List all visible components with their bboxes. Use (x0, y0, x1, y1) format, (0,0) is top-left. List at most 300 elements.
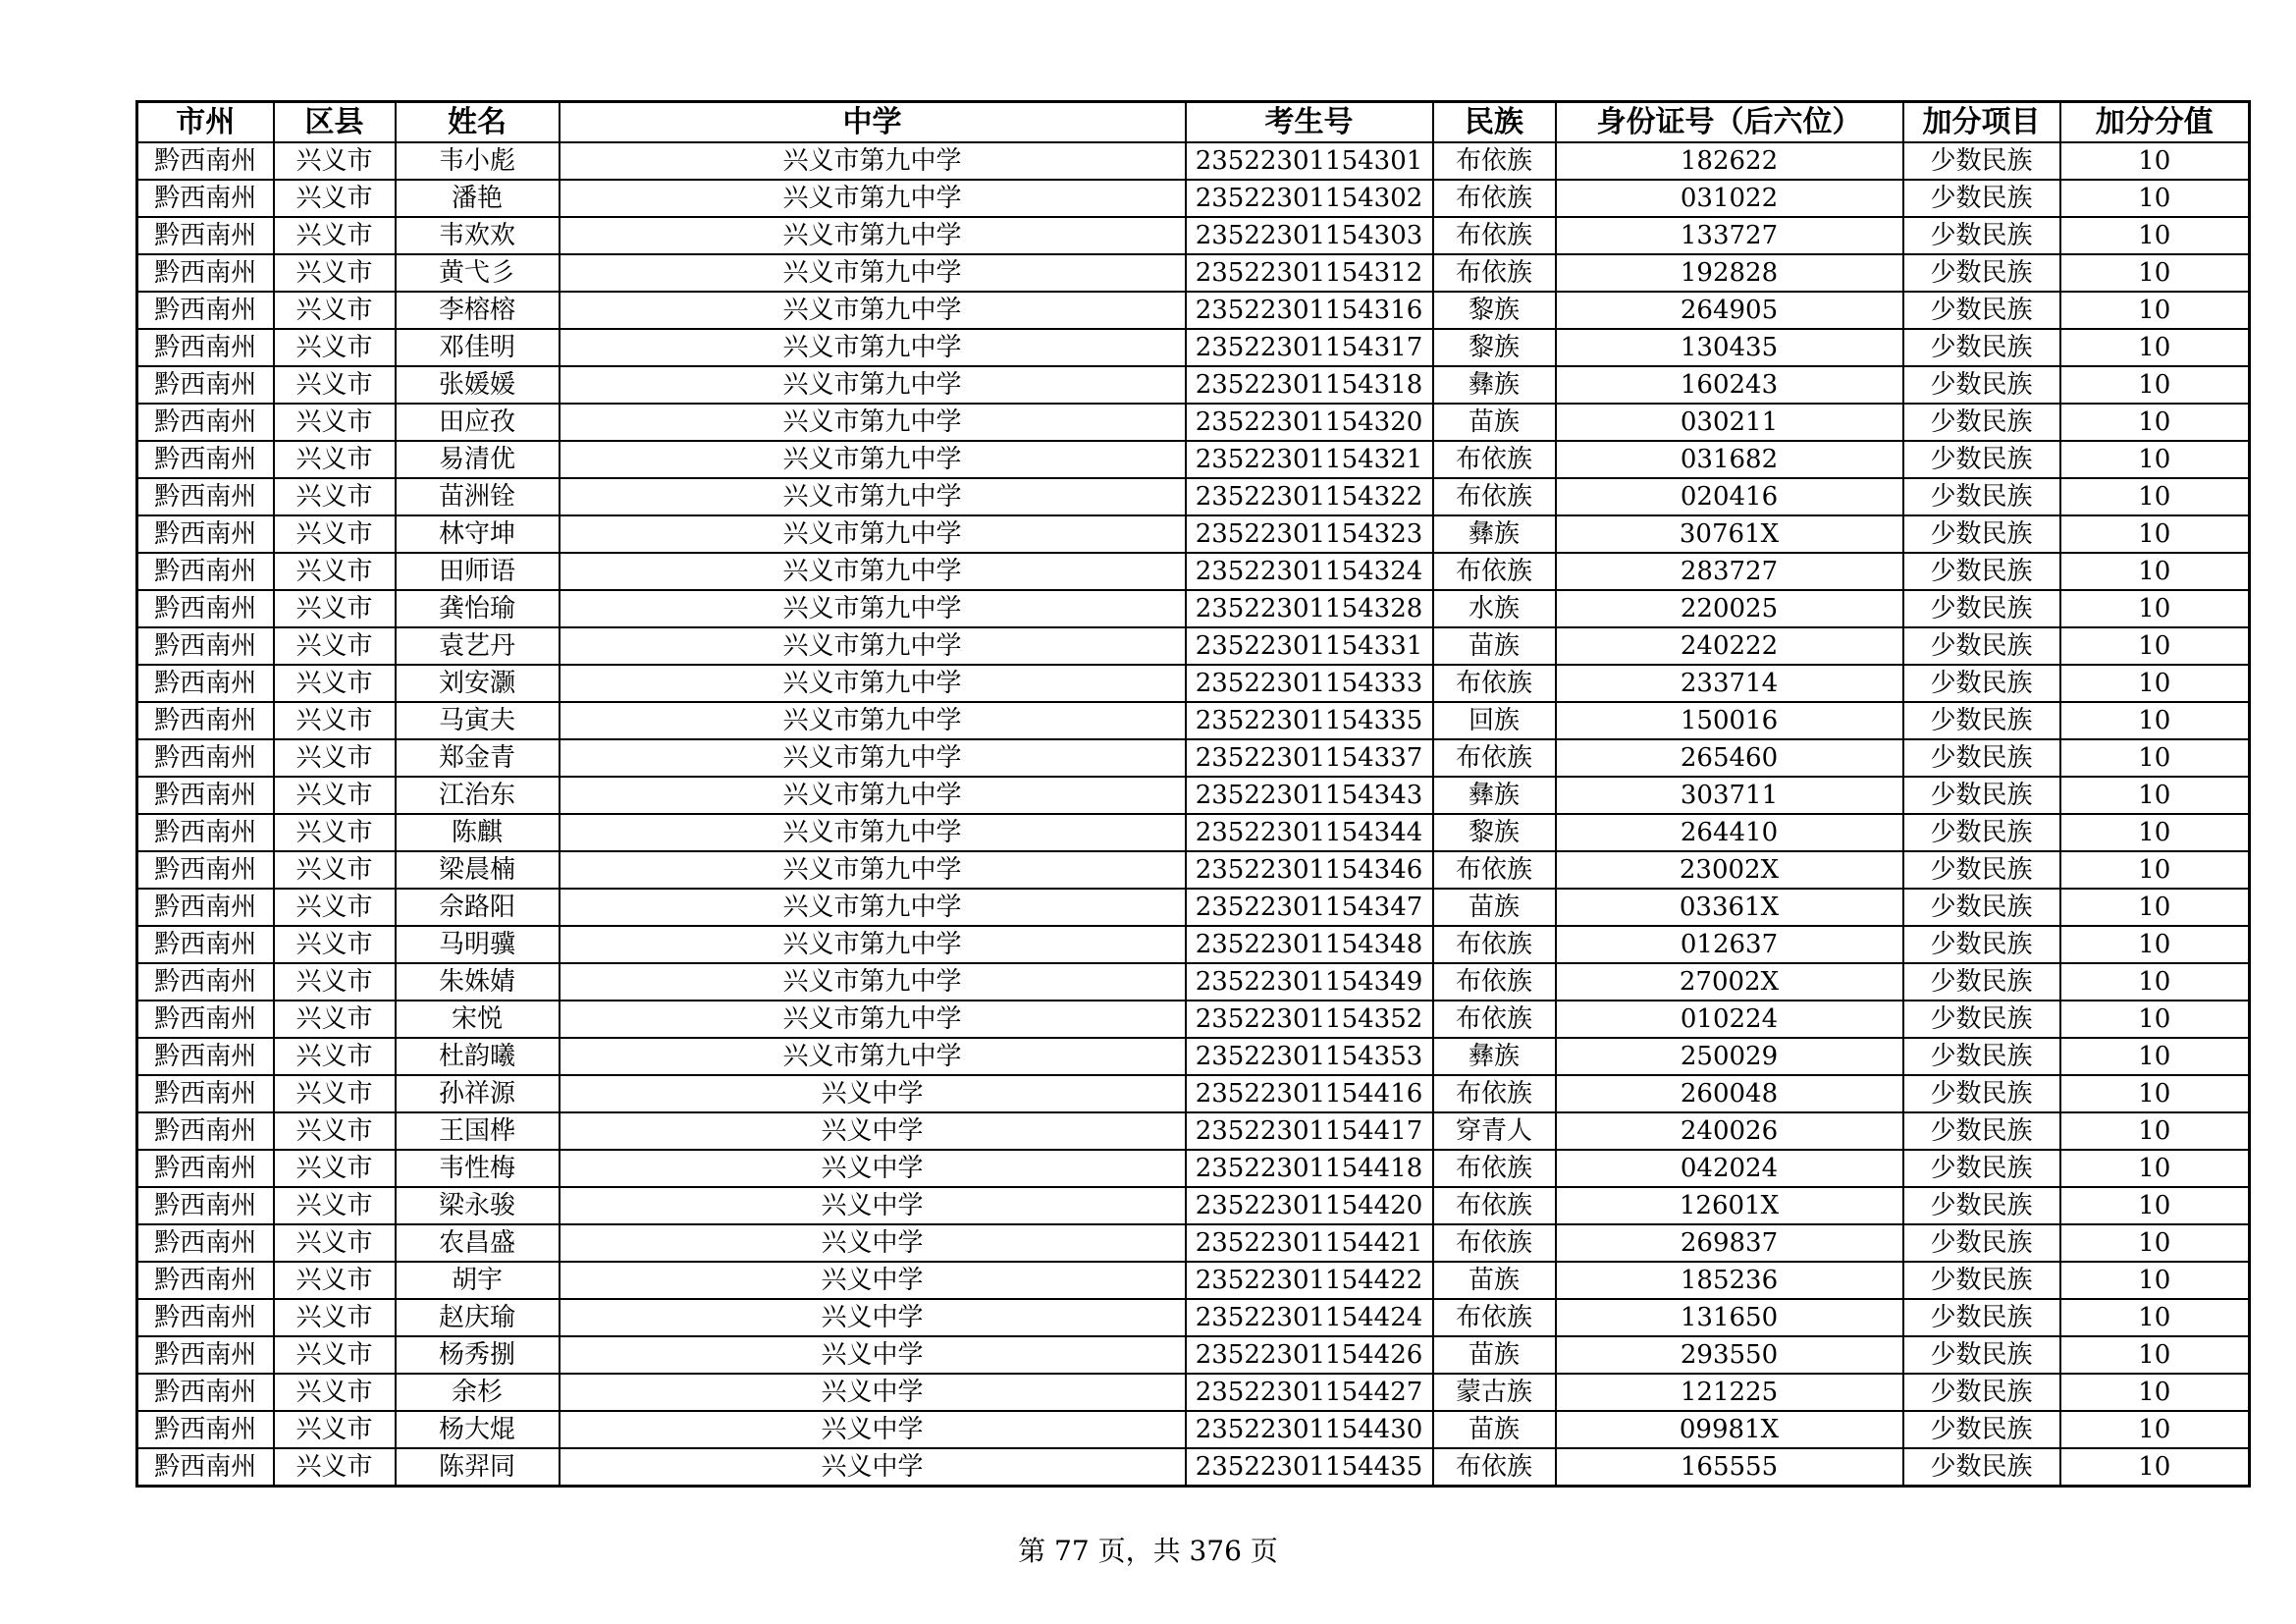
col-city-cell: 黔西南州 (137, 1448, 274, 1487)
col-name-cell: 易清优 (396, 441, 560, 478)
col-county-cell: 兴义市 (274, 1150, 396, 1187)
col-school-cell: 兴义市第九中学 (560, 515, 1186, 553)
table-row (137, 1448, 2250, 1487)
col-bonus-item-cell: 少数民族 (1903, 292, 2060, 329)
col-bonus-value-cell: 10 (2060, 1150, 2250, 1187)
col-ethnicity-cell: 苗族 (1433, 404, 1556, 441)
table-row (137, 590, 2250, 627)
col-bonus-value-cell: 10 (2060, 1001, 2250, 1038)
col-exam-number-cell: 23522301154335 (1186, 702, 1433, 739)
col-ethnicity-cell: 布依族 (1433, 142, 1556, 180)
col-school-cell: 兴义中学 (560, 1374, 1186, 1411)
col-exam-number-cell: 23522301154323 (1186, 515, 1433, 553)
col-county-cell: 兴义市 (274, 1411, 396, 1448)
col-name-cell: 龚怡瑜 (396, 590, 560, 627)
col-school-cell: 兴义中学 (560, 1299, 1186, 1336)
col-bonus-value-cell: 10 (2060, 329, 2250, 366)
col-city-cell: 黔西南州 (137, 590, 274, 627)
col-bonus-value-cell: 10 (2060, 1112, 2250, 1150)
col-county-cell: 兴义市 (274, 441, 396, 478)
col-exam-number-cell: 23522301154435 (1186, 1448, 1433, 1487)
col-id-suffix-cell: 012637 (1556, 926, 1903, 963)
col-bonus-value-cell: 10 (2060, 1187, 2250, 1224)
col-bonus-item-cell: 少数民族 (1903, 329, 2060, 366)
col-id-suffix-cell: 150016 (1556, 702, 1903, 739)
col-exam-number-cell: 23522301154430 (1186, 1411, 1433, 1448)
col-exam-number-cell: 23522301154328 (1186, 590, 1433, 627)
col-id-suffix-cell: 240026 (1556, 1112, 1903, 1150)
col-city-cell: 黔西南州 (137, 441, 274, 478)
col-school-cell: 兴义中学 (560, 1411, 1186, 1448)
col-school-cell: 兴义市第九中学 (560, 926, 1186, 963)
col-ethnicity-cell: 彝族 (1433, 1038, 1556, 1075)
col-ethnicity-cell: 布依族 (1433, 926, 1556, 963)
col-id-suffix-cell: 12601X (1556, 1187, 1903, 1224)
col-exam-number-cell: 23522301154348 (1186, 926, 1433, 963)
col-ethnicity-cell: 布依族 (1433, 1224, 1556, 1262)
col-ethnicity-cell: 蒙古族 (1433, 1374, 1556, 1411)
col-city-cell: 黔西南州 (137, 1001, 274, 1038)
col-exam-number-cell: 23522301154320 (1186, 404, 1433, 441)
table-row (137, 665, 2250, 702)
table-row (137, 1038, 2250, 1075)
col-exam-number-cell: 23522301154318 (1186, 366, 1433, 404)
col-bonus-value-cell: 10 (2060, 1411, 2250, 1448)
col-bonus-item-cell: 少数民族 (1903, 254, 2060, 292)
table-row (137, 777, 2250, 814)
col-city-cell: 黔西南州 (137, 889, 274, 926)
col-bonus-value-cell: 10 (2060, 702, 2250, 739)
col-bonus-item-cell: 少数民族 (1903, 1299, 2060, 1336)
col-exam-number-cell: 23522301154353 (1186, 1038, 1433, 1075)
col-bonus-item-cell: 少数民族 (1903, 665, 2060, 702)
col-name-cell: 王国桦 (396, 1112, 560, 1150)
col-school-cell: 兴义市第九中学 (560, 1038, 1186, 1075)
col-exam-number-cell: 23522301154301 (1186, 142, 1433, 180)
col-id-suffix-cell: 031022 (1556, 180, 1903, 217)
col-id-suffix-cell: 09981X (1556, 1411, 1903, 1448)
col-city-cell: 黔西南州 (137, 1411, 274, 1448)
table-row (137, 739, 2250, 777)
col-school-cell: 兴义市第九中学 (560, 254, 1186, 292)
col-city-cell: 黔西南州 (137, 217, 274, 254)
col-bonus-item-cell: 少数民族 (1903, 217, 2060, 254)
table-row (137, 515, 2250, 553)
col-id-suffix-cell: 030211 (1556, 404, 1903, 441)
col-name-cell: 杨秀捌 (396, 1336, 560, 1374)
col-bonus-item-cell: 少数民族 (1903, 478, 2060, 515)
col-exam-number-cell: 23522301154324 (1186, 553, 1433, 590)
col-exam-number-cell: 23522301154346 (1186, 851, 1433, 889)
col-county-cell: 兴义市 (274, 926, 396, 963)
col-city-cell: 黔西南州 (137, 1299, 274, 1336)
col-county-cell: 兴义市 (274, 1038, 396, 1075)
col-name-cell: 李榕榕 (396, 292, 560, 329)
col-bonus-value-cell: 10 (2060, 1224, 2250, 1262)
col-ethnicity-cell: 苗族 (1433, 627, 1556, 665)
col-county-cell: 兴义市 (274, 329, 396, 366)
col-county-cell: 兴义市 (274, 1262, 396, 1299)
col-bonus-value-cell: 10 (2060, 590, 2250, 627)
col-county-cell: 兴义市 (274, 665, 396, 702)
col-bonus-item-cell: 少数民族 (1903, 739, 2060, 777)
col-bonus-value-cell: 10 (2060, 142, 2250, 180)
col-exam-number-cell: 23522301154352 (1186, 1001, 1433, 1038)
col-bonus-value-cell: 10 (2060, 553, 2250, 590)
col-bonus-item-cell: 少数民族 (1903, 590, 2060, 627)
col-county-cell: 兴义市 (274, 702, 396, 739)
table-row (137, 627, 2250, 665)
col-ethnicity-cell: 布依族 (1433, 1187, 1556, 1224)
col-ethnicity-cell: 彝族 (1433, 366, 1556, 404)
col-ethnicity-cell: 彝族 (1433, 515, 1556, 553)
col-exam-number-cell: 23522301154422 (1186, 1262, 1433, 1299)
col-county-cell: 兴义市 (274, 1336, 396, 1374)
col-bonus-item-cell: 少数民族 (1903, 1336, 2060, 1374)
col-name-cell: 邓佳明 (396, 329, 560, 366)
col-exam-number-cell: 23522301154427 (1186, 1374, 1433, 1411)
col-id-suffix-header: 身份证号（后六位） (1556, 102, 1903, 143)
col-bonus-value-cell: 10 (2060, 217, 2250, 254)
col-bonus-value-cell: 10 (2060, 292, 2250, 329)
col-exam-number-cell: 23522301154337 (1186, 739, 1433, 777)
table-row (137, 1299, 2250, 1336)
col-school-cell: 兴义市第九中学 (560, 142, 1186, 180)
table-header (137, 102, 2250, 143)
col-exam-number-cell: 23522301154426 (1186, 1336, 1433, 1374)
col-bonus-item-cell: 少数民族 (1903, 180, 2060, 217)
col-county-cell: 兴义市 (274, 292, 396, 329)
col-id-suffix-cell: 250029 (1556, 1038, 1903, 1075)
col-county-cell: 兴义市 (274, 404, 396, 441)
col-id-suffix-cell: 220025 (1556, 590, 1903, 627)
col-bonus-value-cell: 10 (2060, 665, 2250, 702)
col-exam-number-cell: 23522301154416 (1186, 1075, 1433, 1112)
col-school-cell: 兴义市第九中学 (560, 889, 1186, 926)
col-county-cell: 兴义市 (274, 627, 396, 665)
candidate-table-container (135, 100, 2248, 1488)
col-school-cell: 兴义中学 (560, 1262, 1186, 1299)
col-id-suffix-cell: 264905 (1556, 292, 1903, 329)
col-name-cell: 苗洲铨 (396, 478, 560, 515)
table-row (137, 142, 2250, 180)
col-exam-number-cell: 23522301154420 (1186, 1187, 1433, 1224)
table-row (137, 217, 2250, 254)
col-bonus-item-cell: 少数民族 (1903, 889, 2060, 926)
col-city-cell: 黔西南州 (137, 515, 274, 553)
table-row (137, 1262, 2250, 1299)
col-id-suffix-cell: 010224 (1556, 1001, 1903, 1038)
table-body (137, 142, 2250, 1487)
col-name-cell: 田师语 (396, 553, 560, 590)
table-row (137, 889, 2250, 926)
col-ethnicity-cell: 布依族 (1433, 1001, 1556, 1038)
col-county-cell: 兴义市 (274, 889, 396, 926)
col-exam-number-cell: 23522301154302 (1186, 180, 1433, 217)
col-bonus-value-cell: 10 (2060, 1336, 2250, 1374)
col-exam-number-cell: 23522301154331 (1186, 627, 1433, 665)
col-city-cell: 黔西南州 (137, 254, 274, 292)
col-school-cell: 兴义市第九中学 (560, 366, 1186, 404)
col-exam-number-cell: 23522301154303 (1186, 217, 1433, 254)
col-name-cell: 宋悦 (396, 1001, 560, 1038)
col-county-cell: 兴义市 (274, 553, 396, 590)
col-school-cell: 兴义中学 (560, 1075, 1186, 1112)
col-bonus-item-cell: 少数民族 (1903, 366, 2060, 404)
col-exam-number-cell: 23522301154312 (1186, 254, 1433, 292)
col-county-cell: 兴义市 (274, 1448, 396, 1487)
table-row (137, 1336, 2250, 1374)
col-city-cell: 黔西南州 (137, 926, 274, 963)
col-city-cell: 黔西南州 (137, 627, 274, 665)
col-city-cell: 黔西南州 (137, 1374, 274, 1411)
table-row (137, 292, 2250, 329)
col-bonus-value-cell: 10 (2060, 889, 2250, 926)
col-bonus-item-cell: 少数民族 (1903, 515, 2060, 553)
page-footer: 第 77 页，共 376 页 (1018, 1535, 1278, 1567)
col-ethnicity-cell: 苗族 (1433, 1336, 1556, 1374)
col-id-suffix-cell: 240222 (1556, 627, 1903, 665)
col-bonus-item-cell: 少数民族 (1903, 963, 2060, 1001)
col-exam-number-cell: 23522301154421 (1186, 1224, 1433, 1262)
col-id-suffix-cell: 260048 (1556, 1075, 1903, 1112)
col-name-cell: 农昌盛 (396, 1224, 560, 1262)
col-name-cell: 赵庆瑜 (396, 1299, 560, 1336)
col-city-cell: 黔西南州 (137, 702, 274, 739)
col-id-suffix-cell: 283727 (1556, 553, 1903, 590)
col-ethnicity-cell: 布依族 (1433, 180, 1556, 217)
col-name-cell: 佘路阳 (396, 889, 560, 926)
col-id-suffix-cell: 185236 (1556, 1262, 1903, 1299)
col-name-cell: 郑金青 (396, 739, 560, 777)
col-name-cell: 余杉 (396, 1374, 560, 1411)
bonus-points-table (135, 100, 2251, 1488)
col-bonus-value-header: 加分分值 (2060, 102, 2250, 143)
col-school-cell: 兴义市第九中学 (560, 292, 1186, 329)
col-bonus-item-cell: 少数民族 (1903, 777, 2060, 814)
col-id-suffix-cell: 165555 (1556, 1448, 1903, 1487)
col-school-cell: 兴义中学 (560, 1187, 1186, 1224)
col-id-suffix-cell: 233714 (1556, 665, 1903, 702)
col-city-cell: 黔西南州 (137, 1224, 274, 1262)
col-school-cell: 兴义中学 (560, 1150, 1186, 1187)
col-name-cell: 江治东 (396, 777, 560, 814)
col-ethnicity-cell: 穿青人 (1433, 1112, 1556, 1150)
col-ethnicity-cell: 布依族 (1433, 217, 1556, 254)
col-exam-number-cell: 23522301154333 (1186, 665, 1433, 702)
table-row (137, 851, 2250, 889)
col-school-cell: 兴义市第九中学 (560, 404, 1186, 441)
col-school-cell: 兴义市第九中学 (560, 478, 1186, 515)
col-exam-number-cell: 23522301154417 (1186, 1112, 1433, 1150)
col-ethnicity-cell: 布依族 (1433, 1299, 1556, 1336)
col-school-cell: 兴义市第九中学 (560, 590, 1186, 627)
col-bonus-value-cell: 10 (2060, 1374, 2250, 1411)
col-county-cell: 兴义市 (274, 254, 396, 292)
col-county-cell: 兴义市 (274, 590, 396, 627)
header-row (137, 102, 2250, 143)
col-ethnicity-cell: 布依族 (1433, 441, 1556, 478)
col-county-cell: 兴义市 (274, 1374, 396, 1411)
col-bonus-value-cell: 10 (2060, 851, 2250, 889)
col-ethnicity-cell: 黎族 (1433, 292, 1556, 329)
table-row (137, 180, 2250, 217)
table-row (137, 814, 2250, 851)
col-city-cell: 黔西南州 (137, 142, 274, 180)
col-bonus-value-cell: 10 (2060, 627, 2250, 665)
col-id-suffix-cell: 293550 (1556, 1336, 1903, 1374)
col-city-cell: 黔西南州 (137, 851, 274, 889)
col-name-cell: 梁永骏 (396, 1187, 560, 1224)
col-county-cell: 兴义市 (274, 142, 396, 180)
table-row (137, 1411, 2250, 1448)
col-id-suffix-cell: 264410 (1556, 814, 1903, 851)
table-row (137, 404, 2250, 441)
col-bonus-value-cell: 10 (2060, 180, 2250, 217)
col-exam-number-cell: 23522301154322 (1186, 478, 1433, 515)
col-bonus-value-cell: 10 (2060, 777, 2250, 814)
table-row (137, 254, 2250, 292)
col-name-cell: 潘艳 (396, 180, 560, 217)
col-exam-number-cell: 23522301154317 (1186, 329, 1433, 366)
col-county-cell: 兴义市 (274, 1112, 396, 1150)
col-bonus-item-cell: 少数民族 (1903, 1150, 2060, 1187)
col-county-cell: 兴义市 (274, 814, 396, 851)
col-ethnicity-cell: 水族 (1433, 590, 1556, 627)
col-ethnicity-cell: 回族 (1433, 702, 1556, 739)
col-school-cell: 兴义市第九中学 (560, 1001, 1186, 1038)
table-row (137, 1374, 2250, 1411)
table-row (137, 1224, 2250, 1262)
col-bonus-item-cell: 少数民族 (1903, 1448, 2060, 1487)
col-ethnicity-cell: 布依族 (1433, 254, 1556, 292)
col-school-cell: 兴义中学 (560, 1448, 1186, 1487)
col-bonus-item-cell: 少数民族 (1903, 702, 2060, 739)
col-county-header: 区县 (274, 102, 396, 143)
col-id-suffix-cell: 130435 (1556, 329, 1903, 366)
col-city-cell: 黔西南州 (137, 1336, 274, 1374)
col-school-cell: 兴义市第九中学 (560, 553, 1186, 590)
col-school-header: 中学 (560, 102, 1186, 143)
col-bonus-item-cell: 少数民族 (1903, 1187, 2060, 1224)
col-id-suffix-cell: 03361X (1556, 889, 1903, 926)
col-bonus-item-cell: 少数民族 (1903, 926, 2060, 963)
col-name-cell: 梁晨楠 (396, 851, 560, 889)
col-ethnicity-cell: 布依族 (1433, 553, 1556, 590)
col-school-cell: 兴义市第九中学 (560, 217, 1186, 254)
col-bonus-value-cell: 10 (2060, 739, 2250, 777)
col-exam-number-cell: 23522301154344 (1186, 814, 1433, 851)
col-id-suffix-cell: 031682 (1556, 441, 1903, 478)
col-bonus-value-cell: 10 (2060, 1262, 2250, 1299)
col-bonus-value-cell: 10 (2060, 963, 2250, 1001)
col-id-suffix-cell: 303711 (1556, 777, 1903, 814)
col-city-cell: 黔西南州 (137, 1112, 274, 1150)
col-exam-number-cell: 23522301154418 (1186, 1150, 1433, 1187)
col-city-header: 市州 (137, 102, 274, 143)
col-city-cell: 黔西南州 (137, 1150, 274, 1187)
col-city-cell: 黔西南州 (137, 1187, 274, 1224)
col-school-cell: 兴义市第九中学 (560, 180, 1186, 217)
table-row (137, 1187, 2250, 1224)
col-ethnicity-cell: 苗族 (1433, 1411, 1556, 1448)
col-name-cell: 孙祥源 (396, 1075, 560, 1112)
col-bonus-item-cell: 少数民族 (1903, 1001, 2060, 1038)
col-bonus-value-cell: 10 (2060, 254, 2250, 292)
col-city-cell: 黔西南州 (137, 963, 274, 1001)
col-name-cell: 韦性梅 (396, 1150, 560, 1187)
col-name-cell: 韦小彪 (396, 142, 560, 180)
col-bonus-item-cell: 少数民族 (1903, 142, 2060, 180)
col-school-cell: 兴义市第九中学 (560, 777, 1186, 814)
col-bonus-value-cell: 10 (2060, 404, 2250, 441)
col-id-suffix-cell: 182622 (1556, 142, 1903, 180)
col-bonus-item-cell: 少数民族 (1903, 1075, 2060, 1112)
col-bonus-item-cell: 少数民族 (1903, 1411, 2060, 1448)
col-bonus-item-cell: 少数民族 (1903, 627, 2060, 665)
col-county-cell: 兴义市 (274, 1001, 396, 1038)
table-row (137, 329, 2250, 366)
col-id-suffix-cell: 160243 (1556, 366, 1903, 404)
col-county-cell: 兴义市 (274, 1075, 396, 1112)
col-name-cell: 朱姝婧 (396, 963, 560, 1001)
col-county-cell: 兴义市 (274, 366, 396, 404)
col-school-cell: 兴义市第九中学 (560, 739, 1186, 777)
col-city-cell: 黔西南州 (137, 1262, 274, 1299)
col-county-cell: 兴义市 (274, 851, 396, 889)
col-city-cell: 黔西南州 (137, 665, 274, 702)
col-bonus-item-cell: 少数民族 (1903, 1224, 2060, 1262)
col-county-cell: 兴义市 (274, 478, 396, 515)
col-school-cell: 兴义中学 (560, 1224, 1186, 1262)
col-school-cell: 兴义市第九中学 (560, 814, 1186, 851)
col-name-cell: 杨大焜 (396, 1411, 560, 1448)
col-exam-number-cell: 23522301154343 (1186, 777, 1433, 814)
col-id-suffix-cell: 27002X (1556, 963, 1903, 1001)
col-county-cell: 兴义市 (274, 1187, 396, 1224)
col-school-cell: 兴义中学 (560, 1112, 1186, 1150)
col-exam-number-cell: 23522301154316 (1186, 292, 1433, 329)
col-county-cell: 兴义市 (274, 777, 396, 814)
col-county-cell: 兴义市 (274, 963, 396, 1001)
col-exam-number-cell: 23522301154321 (1186, 441, 1433, 478)
col-county-cell: 兴义市 (274, 515, 396, 553)
col-bonus-item-cell: 少数民族 (1903, 1112, 2060, 1150)
col-county-cell: 兴义市 (274, 739, 396, 777)
col-ethnicity-cell: 布依族 (1433, 1448, 1556, 1487)
col-county-cell: 兴义市 (274, 1299, 396, 1336)
col-ethnicity-cell: 布依族 (1433, 1150, 1556, 1187)
col-bonus-value-cell: 10 (2060, 1075, 2250, 1112)
col-name-header: 姓名 (396, 102, 560, 143)
col-name-cell: 林守坤 (396, 515, 560, 553)
col-ethnicity-cell: 布依族 (1433, 851, 1556, 889)
col-school-cell: 兴义市第九中学 (560, 702, 1186, 739)
table-row (137, 702, 2250, 739)
col-id-suffix-cell: 131650 (1556, 1299, 1903, 1336)
col-bonus-item-cell: 少数民族 (1903, 1038, 2060, 1075)
col-ethnicity-cell: 苗族 (1433, 1262, 1556, 1299)
table-row (137, 963, 2250, 1001)
col-school-cell: 兴义市第九中学 (560, 627, 1186, 665)
col-ethnicity-cell: 布依族 (1433, 963, 1556, 1001)
table-row (137, 1001, 2250, 1038)
col-ethnicity-cell: 布依族 (1433, 1075, 1556, 1112)
col-county-cell: 兴义市 (274, 217, 396, 254)
col-bonus-value-cell: 10 (2060, 478, 2250, 515)
table-row (137, 553, 2250, 590)
col-ethnicity-cell: 苗族 (1433, 889, 1556, 926)
